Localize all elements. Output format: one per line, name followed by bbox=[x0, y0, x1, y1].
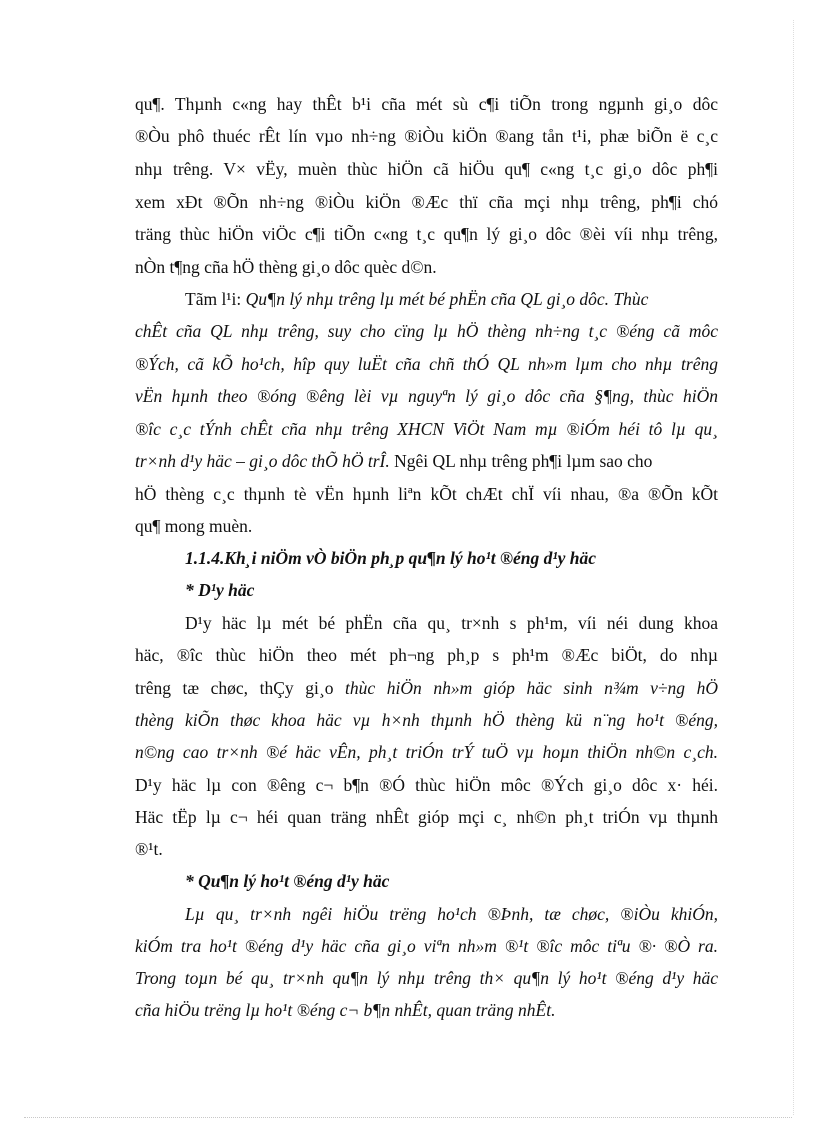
section-heading: 1.1.4.Kh¸i niÖm vÒ biÖn ph¸p qu¶n lý ho¹t ®éng d¹y häc bbox=[185, 548, 597, 568]
subheading-teaching: * D¹y häc bbox=[185, 580, 255, 600]
teaching-line-6: D¹y häc lµ con ®êng c¬ b¶n ®Ó thùc hiÖn môc ®Ých gi¸o dôc x· héi. bbox=[135, 775, 718, 795]
summary-text-end: tr×nh d¹y häc – gi¸o dôc thÕ hÖ trÎ. bbox=[135, 451, 390, 471]
teaching-line-5: n©ng cao tr×nh ®é häc vÊn, ph¸t triÓn trÝ tuÖ vµ hoµn thiÖn nh©n c¸ch. bbox=[135, 742, 718, 762]
page-edge-bottom bbox=[24, 1117, 792, 1118]
text-line-6: nÒn t¶ng cña hÖ thèng gi¸o dôc quèc d©n. bbox=[135, 257, 437, 277]
management-line-3: Trong toµn bé qu¸ tr×nh qu¶n lý nhµ trêng th× qu¶n lý ho¹t ®éng d¹y häc bbox=[135, 968, 718, 988]
summary-text-start: Qu¶n lý nhµ trêng lµ mét bé phËn cña QL gi¸o dôc. Thùc bbox=[245, 289, 649, 309]
text-line-2: ®Òu phô thuéc rÊt lín vµo nh÷ng ®iÒu kiÖn ®ang tån t¹i, phæ biÕn ë c¸c bbox=[135, 126, 718, 146]
summary-line-8: qu¶ mong muèn. bbox=[135, 516, 253, 536]
teaching-line-7: Häc tËp lµ c¬ héi quan träng nhÊt gióp mçi c¸ nh©n ph¸t triÓn vµ thµnh bbox=[135, 807, 718, 827]
text-line-5: träng thùc hiÖn viÖc c¶i tiÕn c«ng t¸c qu¶n lý gi¸o dôc ®èi víi nhµ trêng, bbox=[135, 224, 718, 244]
summary-line-4: vËn hµnh theo ®óng ®êng lèi vµ nguyªn lý gi¸o dôc cña §¶ng, thùc hiÖn bbox=[135, 386, 718, 406]
summary-plain-text: Ngêi QL nhµ trêng ph¶i lµm sao cho bbox=[389, 451, 653, 471]
teaching-line-1: D¹y häc lµ mét bé phËn cña qu¸ tr×nh s ph¹m, víi néi dung khoa bbox=[185, 613, 718, 633]
teaching-plain-text: trêng tæ chøc, thÇy gi¸o bbox=[135, 678, 346, 698]
summary-line-1 bbox=[185, 289, 718, 310]
subheading-management: * Qu¶n lý ho¹t ®éng d¹y häc bbox=[185, 871, 390, 891]
summary-line-6 bbox=[135, 451, 718, 472]
text-line-1: qu¶. Thµnh c«ng hay thÊt b¹i cña mét sù c¶i tiÕn trong ngµnh gi¸o dôc bbox=[135, 94, 718, 114]
teaching-line-8: ®¹t. bbox=[135, 839, 163, 859]
page-edge-right bbox=[793, 20, 794, 1115]
summary-line-5: ®îc c¸c tÝnh chÊt cña nhµ trêng XHCN ViÖt Nam mµ ®iÓm héi tô lµ qu¸ bbox=[135, 419, 718, 439]
summary-line-7: hÖ thèng c¸c thµnh tè vËn hµnh liªn kÕt chÆt chÏ víi nhau, ®a ®Õn kÕt bbox=[135, 484, 718, 504]
summary-label: Tãm l¹i: bbox=[185, 289, 246, 309]
summary-line-2: chÊt cña QL nhµ trêng, suy cho cïng lµ hÖ thèng nh÷ng t¸c ®éng cã môc bbox=[135, 321, 718, 341]
teaching-line-2: häc, ®îc thùc hiÖn theo mét ph¬ng ph¸p s ph¹m ®Æc biÖt, do nhµ bbox=[135, 645, 718, 665]
summary-line-3: ®Ých, cã kÕ ho¹ch, hîp quy luËt cña chñ thÓ QL nh»m lµm cho nhµ trêng bbox=[135, 354, 718, 374]
teaching-line-3 bbox=[135, 678, 718, 699]
management-line-2: kiÓm tra ho¹t ®éng d¹y häc cña gi¸o viªn nh»m ®¹t ®îc môc tiªu ®· ®Ò ra. bbox=[135, 936, 718, 956]
text-line-3: nhµ trêng. V× vËy, muèn thùc hiÖn cã hiÖu qu¶ c«ng t¸c gi¸o dôc ph¶i bbox=[135, 159, 718, 179]
teaching-italic-text: thùc hiÖn nh»m gióp häc sinh n¾m v÷ng hÖ bbox=[345, 678, 718, 698]
text-line-4: xem xÐt ®Õn nh÷ng ®iÒu kiÖn ®Æc thï cña mçi nhµ trêng, ph¶i chó bbox=[135, 192, 718, 212]
management-line-1: Lµ qu¸ tr×nh ngêi hiÖu trëng ho¹ch ®Þnh, tæ chøc, ®iÒu khiÓn, bbox=[185, 904, 718, 924]
teaching-line-4: thèng kiÕn thøc khoa häc vµ h×nh thµnh hÖ thèng kü n¨ng ho¹t ®éng, bbox=[135, 710, 718, 730]
management-line-4: cña hiÖu trëng lµ ho¹t ®éng c¬ b¶n nhÊt, quan träng nhÊt. bbox=[135, 1000, 556, 1020]
